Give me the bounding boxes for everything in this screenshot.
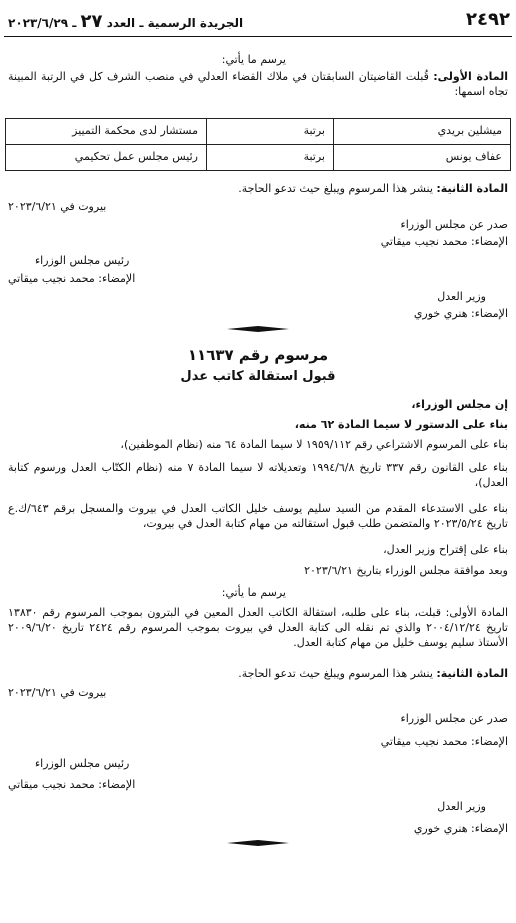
signature-minister: الإمضاء: هنري خوري	[413, 307, 508, 320]
article-1-label: المادة الأولى:	[433, 70, 508, 83]
article-2	[238, 182, 508, 197]
council-line: إن مجلس الوزراء،	[411, 398, 508, 411]
table-row	[6, 144, 511, 170]
date-line: بيروت في ٢٠٢٣/٦/٢١	[8, 200, 107, 213]
signature-pm-4: الإمضاء: محمد نجيب ميقاتي	[8, 778, 136, 791]
decree-title: مرسوم رقم ١١٦٣٧	[187, 346, 329, 364]
appointees-table	[5, 118, 511, 171]
signature-pm: الإمضاء: محمد نجيب ميقاتي	[380, 235, 508, 248]
minister-title: وزير العدل	[437, 290, 486, 303]
article-1-text: قُبلت القاضيتان السابقتان في ملاك القضاء العدلي في منصب الشرف كل في الرتبة المبينة تجاه اسمها:	[8, 70, 508, 98]
basis-5: وبعد موافقة مجلس الوزراء بتاريخ ٢٠٢٣/٦/٢١	[304, 564, 508, 577]
table-cell-rank: برتبة	[207, 144, 334, 170]
basis-1: بناء على المرسوم الاشتراعي رقم ١٩٥٩/١١٢ لا سيما المادة ٦٤ منه (نظام الموظفين)،	[120, 438, 508, 451]
page-number: ٢٤٩٢	[466, 9, 510, 30]
article-1	[8, 70, 508, 100]
article-2-2	[238, 667, 508, 682]
basis-3: بناء على الاستدعاء المقدم من السيد سليم يوسف خليل الكاتب العدل في بيروت والمسجل برقم ٦٤٣/ك.ع تاريخ ٢٠٢٣/٥/٢٤ والمتضمن طلب قبول استقالته من مهام كتابة العدل في بيروت،	[8, 502, 508, 530]
basis-4: بناء على إقتراح وزير العدل،	[383, 543, 508, 556]
separator-ornament-2	[227, 840, 289, 846]
article-2-text: ينشر هذا المرسوم ويبلغ حيث تدعو الحاجة.	[238, 182, 433, 195]
decree-subtitle: قبول استقالة كاتب عدل	[180, 369, 336, 384]
issued-by: صدر عن مجلس الوزراء	[400, 218, 508, 231]
table-cell-rank: برتبة	[207, 119, 334, 145]
decrees-line: يرسم ما يأتي:	[221, 53, 286, 66]
pm-title: رئيس مجلس الوزراء	[35, 254, 130, 267]
signature-pm-2: الإمضاء: محمد نجيب ميقاتي	[8, 272, 136, 285]
table-cell-position: رئيس مجلس عمل تحكيمي	[6, 144, 207, 170]
article-2-label-2: المادة الثانية:	[436, 667, 508, 680]
table-cell-position: مستشار لدى محكمة التمييز	[6, 119, 207, 145]
issue-number: ٢٧	[80, 11, 103, 32]
issued-by-2: صدر عن مجلس الوزراء	[400, 712, 508, 725]
basis-constitution: بناء على الدستور لا سيما المادة ٦٢ منه،	[294, 418, 508, 431]
minister-title-2: وزير العدل	[437, 800, 486, 813]
basis-2: بناء على القانون رقم ٣٣٧ تاريخ ١٩٩٤/٦/٨ وتعديلاته لا سيما المادة ٧ منه (نظام الكتّاب العدل ورسوم كتابة العدل)،	[8, 461, 508, 489]
gazette-header	[8, 10, 243, 34]
header-rule	[4, 36, 512, 37]
article-2-text-2: ينشر هذا المرسوم ويبلغ حيث تدعو الحاجة.	[238, 667, 433, 680]
table-cell-name: ميشلين بريدي	[334, 119, 511, 145]
signature-minister-2: الإمضاء: هنري خوري	[413, 822, 508, 835]
table-row	[6, 119, 511, 145]
pm-title-2: رئيس مجلس الوزراء	[35, 757, 130, 770]
separator-ornament	[227, 326, 289, 332]
article-2-label: المادة الثانية:	[436, 182, 508, 195]
gazette-title: الجريدة الرسمية ـ العدد	[106, 16, 244, 30]
article-1-2: المادة الأولى: قبلت، بناء على طلبه، استقالة الكاتب العدل المعين في البترون بموجب المرسوم رقم ١٣٨٣٠ تاريخ ٢٠٠٤/١٢/٢٤ والذي تم نقله الى كتابة العدل في بيروت بموجب المرسوم رقم ٢٤٢٤ تاريخ ٢٠٠٩/٦/٢٠ الأستاذ سليم يوسف خليل من مهام كتابة العدل.	[8, 606, 508, 649]
signature-pm-3: الإمضاء: محمد نجيب ميقاتي	[380, 735, 508, 748]
decrees-line-2: يرسم ما يأتي:	[221, 586, 286, 599]
issue-date: ـ ٢٠٢٣/٦/٢٩	[8, 16, 77, 30]
date-line-2: بيروت في ٢٠٢٣/٦/٢١	[8, 686, 107, 699]
table-cell-name: عفاف يونس	[334, 144, 511, 170]
